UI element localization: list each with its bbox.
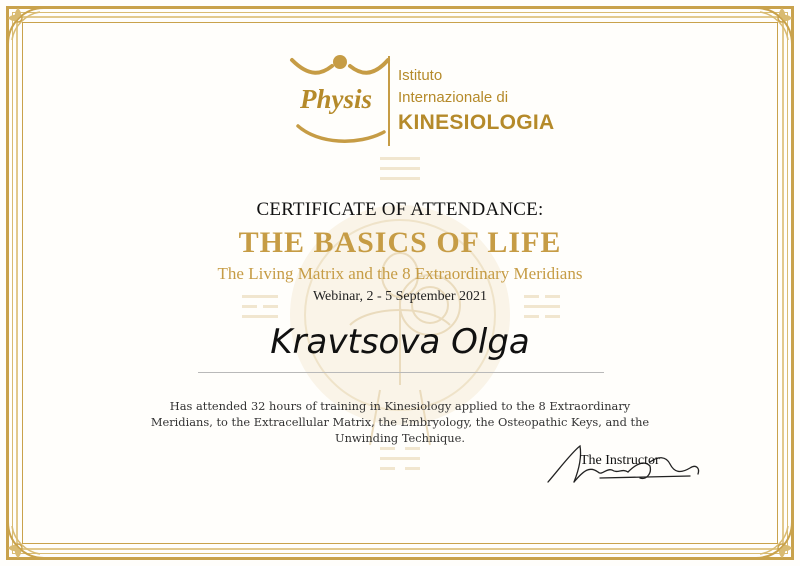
name-underline [198,372,604,373]
corner-ornament-icon [752,518,796,562]
course-title: THE BASICS OF LIFE [238,226,562,259]
corner-ornament-icon [752,4,796,48]
corner-ornament-icon [4,518,48,562]
logo-brand: Physis [300,84,373,114]
attendance-statement: Has attended 32 hours of training in Kinesiology applied to the 8 Extraordinary Meridians, to the Extracellular Matrix, the Embryology, the Osteopathic Keys, and the Unwinding Technique. [150,399,650,445]
corner-ornament-icon [4,4,48,48]
certificate-heading: CERTIFICATE OF ATTENDANCE: [256,199,544,220]
institute-line-3: KINESIOLOGIA [398,111,555,134]
instructor-label: The Instructor [580,453,660,468]
institute-line-1: Istituto [398,67,443,84]
course-subtitle: The Living Matrix and the 8 Extraordinary Meridians [217,264,583,283]
event-date: Webinar, 2 - 5 September 2021 [312,289,488,304]
institute-line-2: Internazionale di [398,89,509,106]
recipient-name: Kravtsova Olga [270,322,530,362]
